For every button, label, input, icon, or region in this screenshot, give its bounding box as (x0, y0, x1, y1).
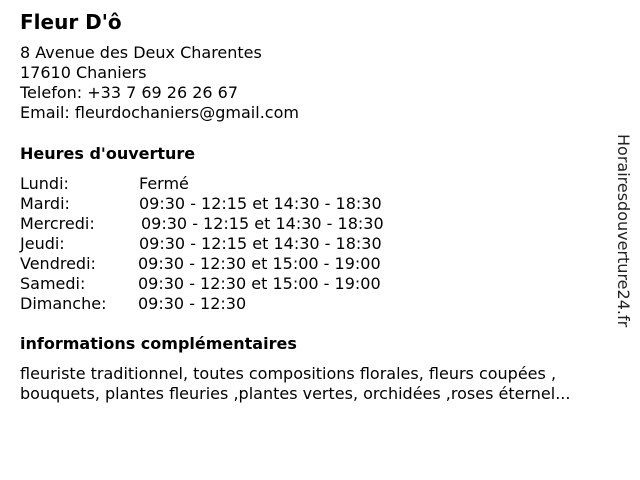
address-street: 8 Avenue des Deux Charentes (20, 43, 262, 62)
time-range: 09:30 - 12:30 et 15:00 - 19:00 (138, 274, 381, 293)
opening-hours-heading: Heures d'ouverture (20, 144, 196, 163)
time-range: 09:30 - 12:30 (138, 294, 247, 313)
day-label: Samedi: (20, 274, 86, 293)
email-address: Email: fleurdochaniers@gmail.com (20, 103, 299, 122)
info-line: bouquets, plantes fleuries ,plantes vertes, orchidées ,roses éternel... (20, 384, 571, 403)
time-range: 09:30 - 12:15 et 14:30 - 18:30 (139, 194, 382, 213)
site-watermark (613, 134, 633, 344)
day-label: Jeudi: (20, 234, 65, 253)
business-name: Fleur D'ô (20, 10, 122, 34)
time-range: Fermé (139, 174, 189, 193)
time-range: 09:30 - 12:15 et 14:30 - 18:30 (139, 234, 382, 253)
address-city: 17610 Chaniers (20, 63, 147, 82)
time-range: 09:30 - 12:15 et 14:30 - 18:30 (141, 214, 384, 233)
additional-info-heading: informations complémentaires (20, 334, 297, 353)
additional-info-text (20, 364, 620, 404)
info-line: fleuriste traditionnel, toutes compositions florales, fleurs coupées , (20, 364, 557, 383)
day-label: Dimanche: (20, 294, 107, 313)
phone-number: Telefon: +33 7 69 26 26 67 (20, 83, 239, 102)
day-label: Lundi: (20, 174, 69, 193)
day-label: Vendredi: (20, 254, 96, 273)
day-label: Mercredi: (20, 214, 95, 233)
time-range: 09:30 - 12:30 et 15:00 - 19:00 (138, 254, 381, 273)
watermark-text: Horairesdouverture24.fr (614, 134, 633, 328)
day-label: Mardi: (20, 194, 70, 213)
contact-block (20, 43, 299, 123)
